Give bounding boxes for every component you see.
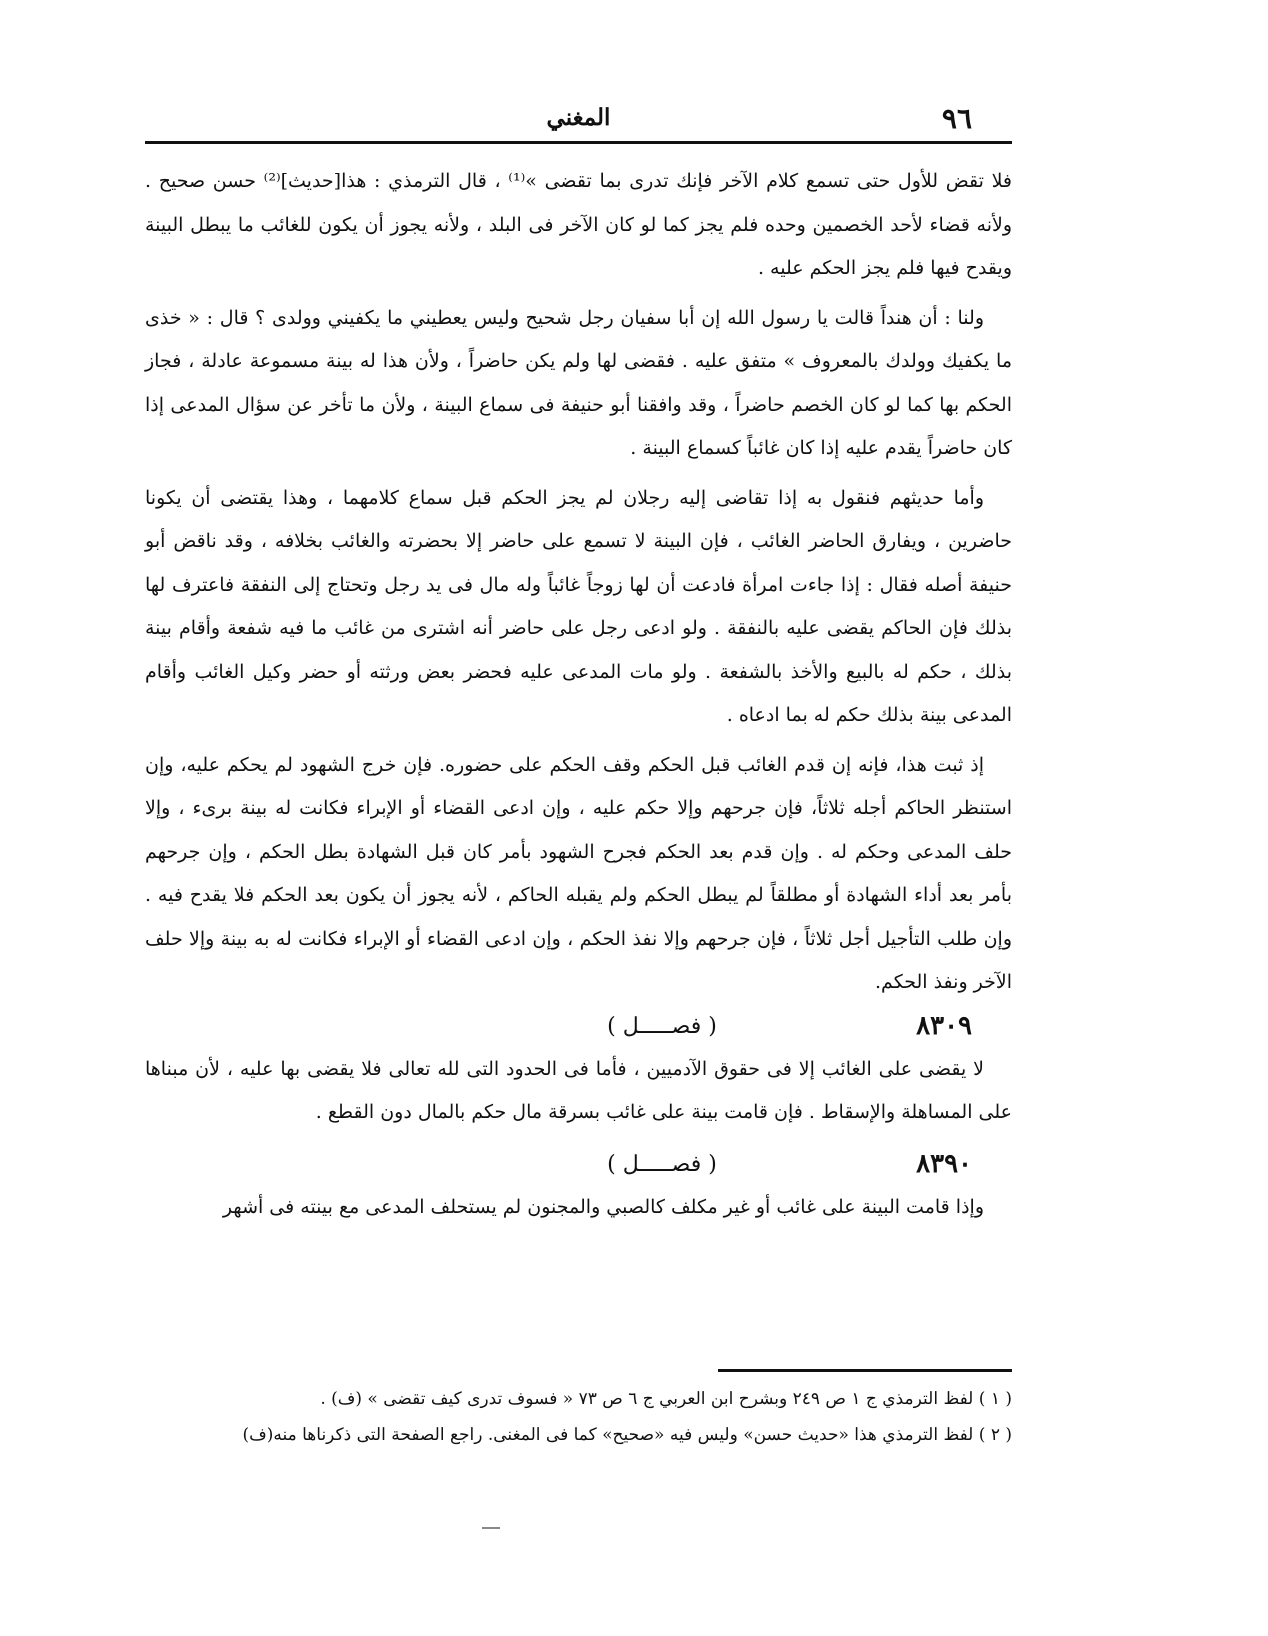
section-heading-1 bbox=[145, 1005, 1012, 1048]
section-number-1: ٨٣٠٩ bbox=[916, 1011, 972, 1041]
header-rule bbox=[145, 141, 1012, 144]
paragraph-3: وأما حديثهم فنقول به إذا تقاضى إليه رجلان لم يجز الحكم قبل سماع كلامهما ، وهذا يقتضى أن يكونا حاضرين ، ويفارق الحاضر الغائب ، فإن البينة لا تسمع على حاضر إلا بحضرته والغائب بخلافه ، وقد ناقض أبو حنيفة أصله فقال : إذا جاءت امرأة فادعت أن لها زوجاً غائباً وله مال فى يد رجل وتحتاج إلى النفقة فاعترف لها بذلك فإن الحاكم يقضى عليه بالنفقة . ولو ادعى رجل على حاضر أنه اشترى من غائب ما فيه شفعة وأقام بينة بذلك ، حكم له بالبيع والأخذ بالشفعة . ولو مات المدعى عليه فحضر بعض ورثته أو حضر وكيل الغائب وأقام المدعى بينة بذلك حكم له بما ادعاه . bbox=[145, 486, 1012, 726]
footnote-1: ( ١ ) لفظ الترمذي ج ١ ص ٢٤٩ وبشرح ابن العربي ج ٦ ص ٧٣ « فسوف تدرى كيف تقضى » (ف) . bbox=[320, 1389, 1012, 1409]
footnotes bbox=[145, 1381, 1012, 1453]
section-heading-2 bbox=[145, 1143, 1012, 1186]
section-label-2: ( فصـــــل ) bbox=[607, 1151, 717, 1177]
main-text bbox=[145, 160, 1012, 1229]
section-2-text: وإذا قامت البينة على غائب أو غير مكلف كالصبي والمجنون لم يستحلف المدعى مع بينته فى أشهر bbox=[222, 1195, 984, 1218]
page-header bbox=[145, 102, 1012, 140]
section-label-1: ( فصـــــل ) bbox=[607, 1013, 717, 1039]
section-number-2: ٨٣٩٠ bbox=[916, 1149, 972, 1179]
footnote-rule bbox=[718, 1369, 1012, 1372]
footnote-2: ( ٢ ) لفظ الترمذي هذا «حديث حسن» وليس فيه «صحيح» كما فى المغنى. راجع الصفحة التى ذكرناها منه(ف) bbox=[242, 1425, 1012, 1445]
section-1-text: لا يقضى على الغائب إلا فى حقوق الآدميين ، فأما فى الحدود التى لله تعالى فلا يقضى بها عليه ، لأن مبناها على المساهلة والإسقاط . فإن قامت بينة على غائب بسرقة مال حكم بالمال دون القطع . bbox=[145, 1057, 1012, 1123]
running-title: المغني bbox=[546, 104, 611, 131]
paragraph-4: إذ ثبت هذا، فإنه إن قدم الغائب قبل الحكم وقف الحكم على حضوره. فإن خرج الشهود لم يحكم عليه، وإن استنظر الحاكم أجله ثلاثاً، فإن جرحهم وإلا حكم عليه ، وإن ادعى القضاء أو الإبراء فكانت له بينة برىء ، وإلا حلف المدعى وحكم له . وإن قدم بعد الحكم فجرح الشهود بأمر كان قبل الشهادة بطل الحكم ، وإن جرحهم بأمر بعد أداء الشهادة أو مطلقاً لم يبطل الحكم ولم يقبله الحاكم ، لأنه يجوز أن يكون بعد الحكم فلا يقدح فيه . وإن طلب التأجيل أجل ثلاثاً ، فإن جرحهم وإلا نفذ الحكم ، وإن ادعى القضاء أو الإبراء فكانت له به بينة وإلا حلف الآخر ونفذ الحكم. bbox=[145, 753, 1012, 993]
paragraph-1: فلا تقض للأول حتى تسمع كلام الآخر فإنك تدرى بما تقضى »⁽¹⁾ ، قال الترمذي : هذا[حديث]⁽²⁾ حسن صحيح . ولأنه قضاء لأحد الخصمين وحده فلم يجز كما لو كان الآخر فى البلد ، ولأنه يجوز أن يكون للغائب ما يبطل البينة ويقدح فيها فلم يجز الحكم عليه . bbox=[145, 170, 1013, 279]
paragraph-2: ولنا : أن هنداً قالت يا رسول الله إن أبا سفيان رجل شحيح وليس يعطيني ما يكفيني وولدى ؟ قال : « خذى ما يكفيك وولدك بالمعروف » متفق عليه . فقضى لها ولم يكن حاضراً ، ولأن هذا له بينة مسموعة عادلة ، فجاز الحكم بها كما لو كان الخصم حاضراً ، وقد وافقنا أبو حنيفة فى سماع البينة ، ولأن ما تأخر عن سؤال المدعى إذا كان حاضراً يقدم عليه إذا كان غائباً كسماع البينة . bbox=[145, 306, 1012, 459]
bottom-mark bbox=[482, 1527, 500, 1529]
page-number: ٩٦ bbox=[941, 102, 972, 135]
